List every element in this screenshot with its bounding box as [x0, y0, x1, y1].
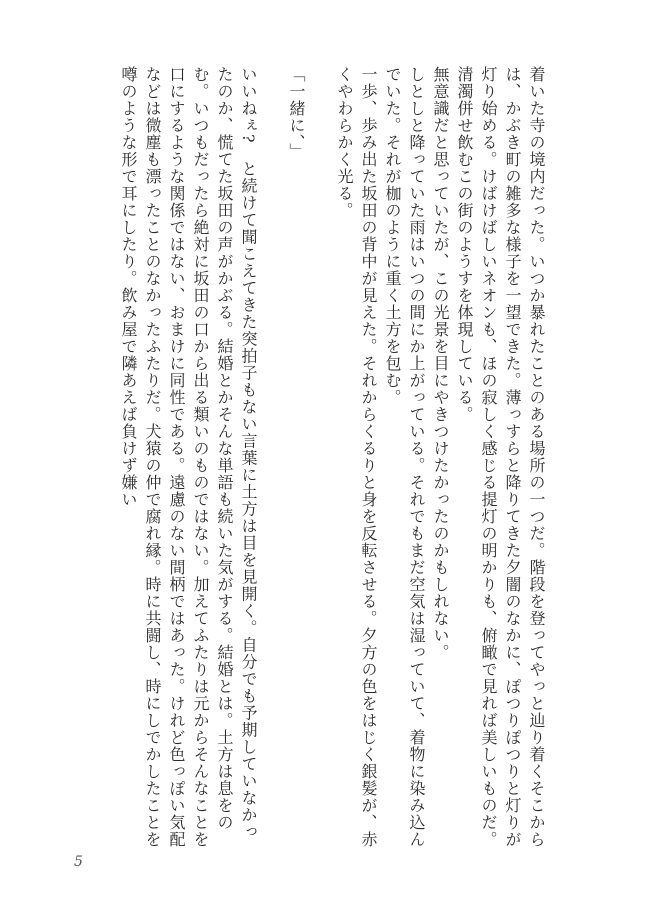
- vertical-text-body: [70, 66, 548, 856]
- paragraph-spacer: [308, 66, 332, 856]
- paragraph-unconscious: 無意識だと思っていたが、この光景を目にやきつけたかったのかもしれない。: [431, 66, 450, 661]
- paragraph-temple: 着いた寺の境内だった。いつか暴れたことのある場所の一つだ。階段を登ってやっと辿り着くそこからは、かぶき町の雑多な様子を一望できた。薄っすらと降りてきた夕闇のなかに、ぽつりぽつりと灯りが灯り始める。けばけばしいネオンも、ほの寂しく感じる提灯の明かりも、俯瞰で見れば美しいものだ。清濁併せ飲むこの街のようすを体現している。: [455, 66, 546, 848]
- paragraph-rain: しとしと降っていた雨はいつの間にか上がっている。それでもまだ空気は湿っていて、着物に染み込んでいた。それが枷のように重く土方を包む。: [383, 66, 426, 848]
- paragraph-step: 一歩、歩み出た坂田の背中が見えた。それからくるりと身を反転させる。夕方の色をはじく銀髪が、赤くやわらかく光る。: [335, 66, 378, 848]
- paragraph-spacer: [260, 66, 284, 856]
- paragraph-marriage: いいねぇ? と続けて聞こえてきた突拍子もない言葉に土方は目を見開く。自分でも予期していなかったのか、慌てた坂田の声がかぶる。結婚とかそんな単語も続いた気がする。結婚とは。土方は息をのむ。いつもだったら絶対に坂田の口から出る類いのものではない。加えてふたりは元からそんなことを口にするような関係ではない、おまけに同性である。遠慮のない間柄ではあった。けれど色っぽい気配などは微塵も漂ったことのなかったふたりだ。犬猿の仲で腐れ縁。時に共闘し、時にしでかしたことを噂のような形で耳にしたり。飲み屋で隣あえば負けず嫌い: [119, 66, 258, 848]
- paragraph-dialogue: 「一緒に、」: [287, 66, 306, 160]
- page-number: 5: [74, 854, 83, 870]
